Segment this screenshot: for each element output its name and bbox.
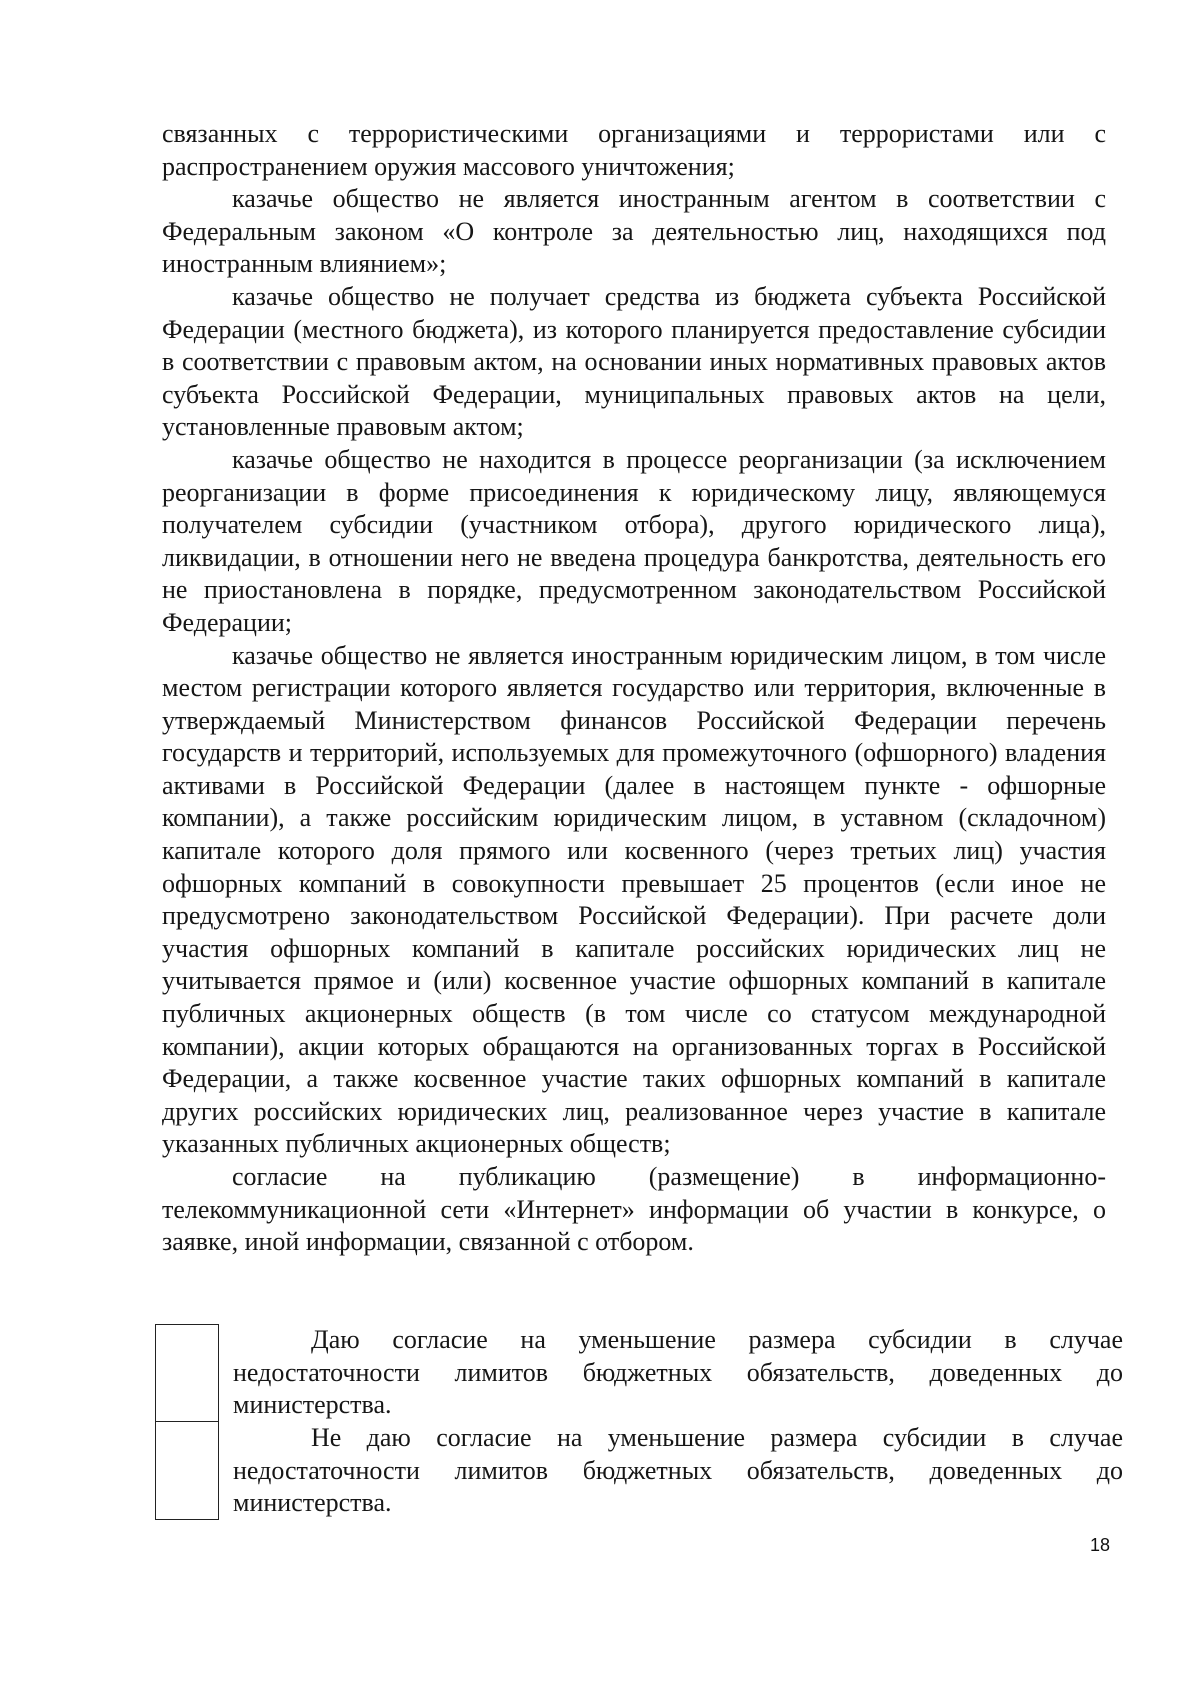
paragraph-3: казачье общество не получает средства из бюджета субъекта Российской Федерации (местного бюджета), из которого планируется предоставление субсидии в соответствии с правовым актом, на основании иных нормативных правовых актов субъекта Российской Федерации, муниципальных правовых актов на цели, установленные правовым актом; — [162, 281, 1106, 442]
consent-option-agree — [155, 1324, 1123, 1422]
disagree-label: Не даю согласие на уменьшение размера субсидии в случае недостаточности лимитов бюджетных обязательств, доведенных до министерства. — [233, 1423, 1123, 1518]
paragraph-1: связанных с террористическими организациями и террористами или с распространением оружия массового уничтожения; — [162, 119, 1106, 181]
agree-checkbox[interactable] — [155, 1324, 219, 1422]
body-text — [162, 118, 1106, 1259]
agree-label: Даю согласие на уменьшение размера субсидии в случае недостаточности лимитов бюджетных обязательств, доведенных до министерства. — [233, 1325, 1123, 1420]
paragraph-4: казачье общество не находится в процессе реорганизации (за исключением реорганизации в форме присоединения к юридическому лицу, являющемуся получателем субсидии (участником отбора), другого юридического лица), ликвидации, в отношении него не введена процедура банкротства, деятельность его не приостановлена в порядке, предусмотренном законодательством Российской Федерации; — [162, 444, 1106, 637]
page-number: 18 — [1090, 1535, 1111, 1555]
consent-option-disagree — [155, 1422, 1123, 1520]
consent-options — [155, 1324, 1123, 1520]
paragraph-5: казачье общество не является иностранным юридическим лицом, в том числе местом регистрации которого является государство или территория, включенные в утверждаемый Министерством финансов Российской Федерации перечень государств и территорий, используемых для промежуточного (офшорного) владения активами в Российской Федерации (далее в настоящем пункте - офшорные компании), а также российским юридическим лицом, в уставном (складочном) капитале которого доля прямого или косвенного (через третьих лиц) участия офшорных компаний в совокупности превышает 25 процентов (если иное не предусмотрено законодательством Российской Федерации). При расчете доли участия офшорных компаний в капитале российских юридических лиц не учитывается прямое и (или) косвенное участие офшорных компаний в капитале публичных акционерных обществ (в том числе со статусом международной компании), акции которых обращаются на организованных торгах в Российской Федерации, а также косвенное участие таких офшорных компаний в капитале других российских юридических лиц, реализованное через участие в капитале указанных публичных акционерных обществ; — [162, 640, 1106, 1159]
disagree-checkbox[interactable] — [155, 1422, 219, 1520]
paragraph-2: казачье общество не является иностранным агентом в соответствии с Федеральным законом «О контроле за деятельностью лиц, находящихся под иностранным влиянием»; — [162, 184, 1106, 279]
paragraph-6: согласие на публикацию (размещение) в информационно-телекоммуникационной сети «Интернет» информации об участии в конкурсе, о заявке, иной информации, связанной с отбором. — [162, 1162, 1106, 1257]
